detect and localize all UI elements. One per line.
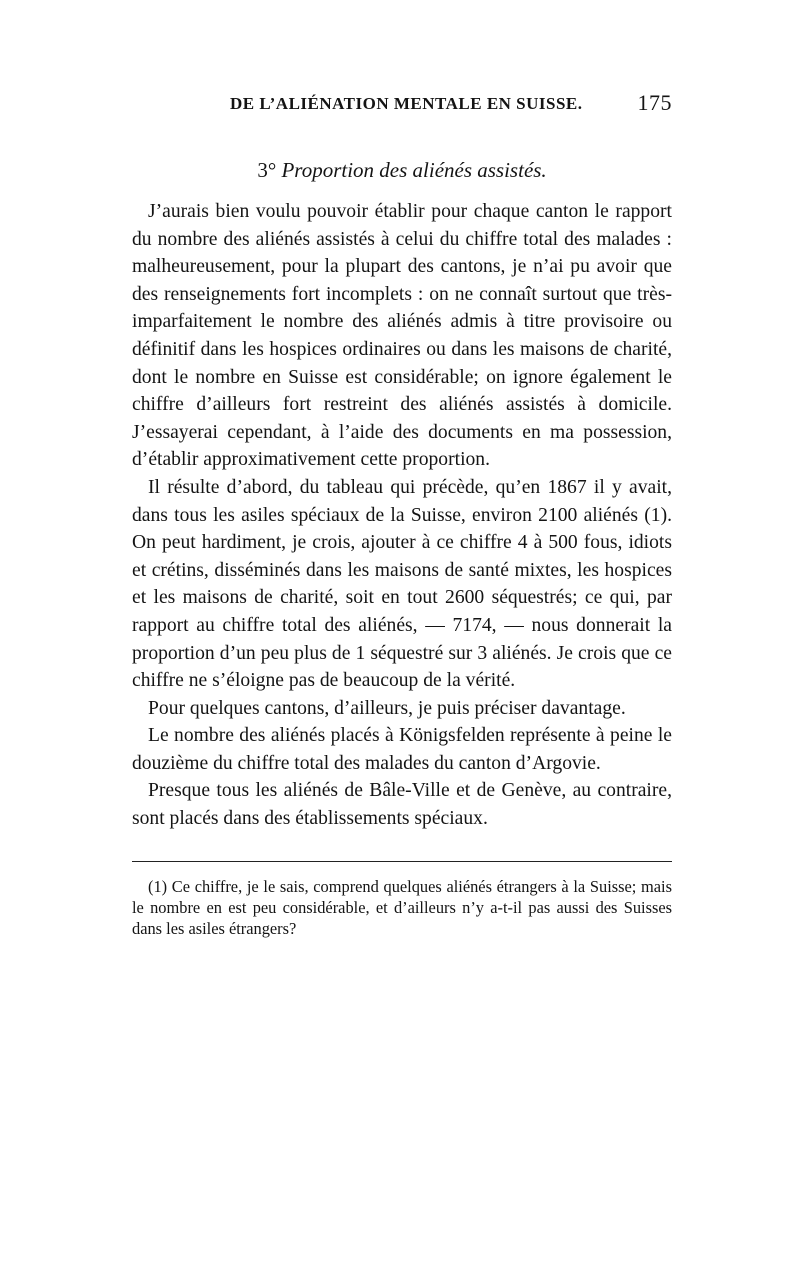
running-title: DE L’ALIÉNATION MENTALE EN SUISSE. [230,94,583,113]
section-heading [132,156,672,184]
running-header [132,88,672,122]
section-title: Proportion des aliénés assistés. [281,158,547,182]
paragraph: Pour quelques cantons, d’ailleurs, je puis préciser davantage. [148,697,626,719]
footnote: (1) Ce chiffre, je le sais, comprend quelques aliénés étrangers à la Suisse; mais le nombre en est peu considérable, et d’ailleurs n’y a-t-il pas aussi des Suisses dans les asiles étrangers? [132,876,672,938]
paragraph: Il résulte d’abord, du tableau qui précède, qu’en 1867 il y avait, dans tous les asiles spéciaux de la Suisse, environ 2100 aliénés (1). On peut hardiment, je crois, ajouter à ce chiffre 4 à 500 fous, idiots et crétins, disséminés dans les maisons de santé mixtes, les hospices et les maisons de charité, soit en tout 2600 séquestrés; ce qui, par rapport au chiffre total des aliénés, — 7174, — nous donnerait la proportion d’un peu plus de 1 séquestré sur 3 aliénés. Je crois que ce chiffre ne s’éloigne pas de beaucoup de la vérité. [132,476,672,692]
paragraph: Le nombre des aliénés placés à Königsfelden représente à peine le douzième du chiffre total des malades du canton d’Argovie. [132,725,672,774]
paragraph: Presque tous les aliénés de Bâle-Ville et de Genève, au contraire, sont placés dans des établissements spéciaux. [132,780,672,830]
paragraph: J’aurais bien voulu pouvoir établir pour chaque canton le rapport du nombre des aliénés assistés à celui du chiffre total des malades : malheureusement, pour la plupart des cantons, je n’ai pu avoir que des renseignements fort incomplets : on ne connaît surtout que très-imparfaitement le nombre des aliénés admis à titre provisoire ou définitif dans les hospices ordinaires ou dans les maisons de charité, dont le nombre en Suisse est considérable; on ignore également le chiffre d’ailleurs fort restreint des aliénés assistés à domicile. J’essayerai cependant, à l’aide des documents en ma possession, d’établir approximativement cette proportion. [132,201,672,471]
book-page [132,88,672,955]
body-text [132,198,672,833]
page-number: 175 [637,90,672,115]
footnote-divider [132,861,672,862]
section-number: 3° [257,158,277,182]
